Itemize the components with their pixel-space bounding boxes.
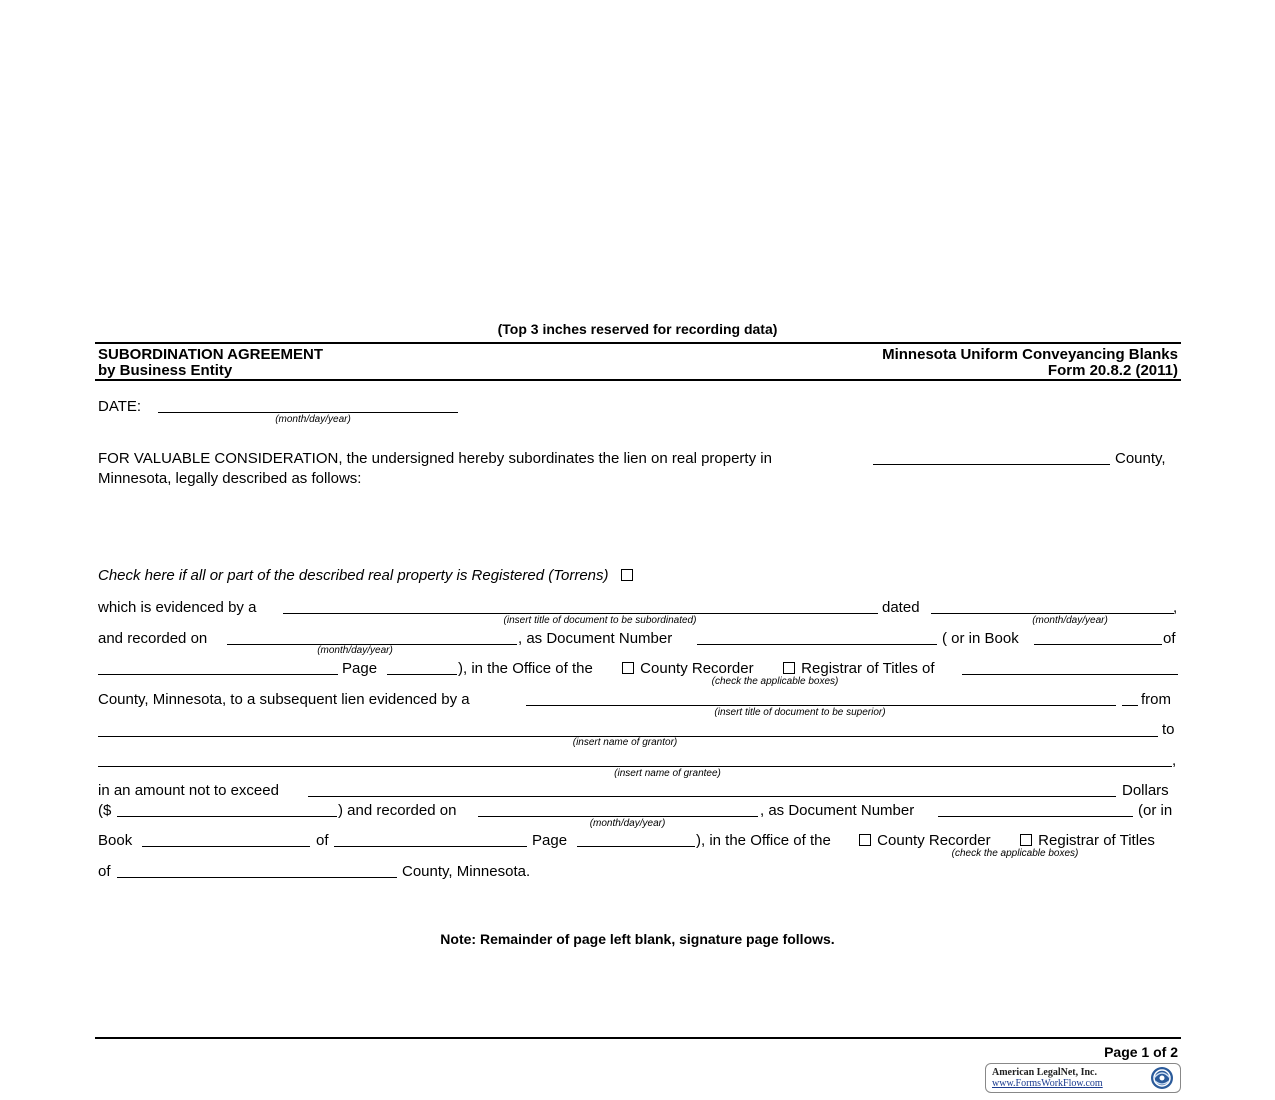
recorded-on-label: and recorded on <box>98 630 208 647</box>
caption-recorded-date: (month/day/year) <box>317 645 393 656</box>
superior-document-number-field[interactable] <box>938 816 1133 817</box>
subsequent-lien-label: County, Minnesota, to a subsequent lien evidenced by a <box>98 691 470 708</box>
superior-document-field[interactable] <box>526 705 1116 706</box>
date-field[interactable] <box>158 412 458 413</box>
registrar-label-2: Registrar of Titles <box>1038 832 1155 849</box>
in-office-label: ), in the Office of the <box>458 660 593 677</box>
grantee-field[interactable] <box>98 766 1172 767</box>
registrar-option <box>781 660 935 677</box>
superior-recorded-date-field[interactable] <box>478 816 758 817</box>
document-date-field[interactable] <box>931 613 1174 614</box>
amount-number-field[interactable] <box>117 816 337 817</box>
county-minnesota-label: County, Minnesota. <box>402 863 531 880</box>
caption-check-boxes: (check the applicable boxes) <box>711 676 839 687</box>
county-recorder-checkbox-2[interactable] <box>859 834 871 846</box>
county-field[interactable] <box>873 464 1110 465</box>
caption-subordinated-title: (insert title of document to be subordinated) <box>503 615 697 626</box>
county-recorder-checkbox[interactable] <box>622 662 634 674</box>
or-in-book-label: ( or in Book <box>942 630 1019 647</box>
company-website[interactable]: www.FormsWorkFlow.com <box>992 1078 1103 1089</box>
dollars-label: Dollars <box>1122 782 1169 799</box>
subordinated-document-field[interactable] <box>283 613 878 614</box>
document-number-label: , as Document Number <box>518 630 673 647</box>
registrar-option-2 <box>1018 832 1155 849</box>
county-recorder-option-2 <box>857 832 991 849</box>
company-logo[interactable] <box>985 1063 1181 1093</box>
comma: , <box>1173 599 1178 616</box>
remainder-note: Note: Remainder of page left blank, signature page follows. <box>440 931 835 947</box>
county-recorder-option <box>620 660 754 677</box>
document-number-field[interactable] <box>697 644 937 645</box>
registrar-county-field[interactable] <box>962 674 1178 675</box>
page-label-2: Page <box>532 832 568 849</box>
superior-page-field[interactable] <box>577 846 695 847</box>
header-bottom-rule <box>95 379 1181 381</box>
amount-words-field[interactable] <box>308 796 1116 797</box>
form-subtitle: by Business Entity <box>98 362 233 379</box>
torrens-checkbox[interactable] <box>621 569 633 581</box>
dollar-sign: ($ <box>98 802 112 819</box>
page-number: Page 1 of 2 <box>1104 1044 1178 1060</box>
footer-rule <box>95 1037 1181 1039</box>
date-caption: (month/day/year) <box>275 414 351 425</box>
registrar-checkbox[interactable] <box>783 662 795 674</box>
book-label: Book <box>98 832 133 849</box>
book-field[interactable] <box>1034 644 1162 645</box>
document-number-label-2: , as Document Number <box>760 802 915 819</box>
form-number: Form 20.8.2 (2011) <box>1047 362 1178 379</box>
to-label: to <box>1162 721 1175 738</box>
form-title: SUBORDINATION AGREEMENT <box>98 346 323 363</box>
superior-extra-field[interactable] <box>1122 705 1138 706</box>
in-office-label-2: ), in the Office of the <box>696 832 831 849</box>
caption-document-date: (month/day/year) <box>1032 615 1108 626</box>
header-top-rule <box>95 342 1181 344</box>
dated-label: dated <box>882 599 920 616</box>
superior-book-field[interactable] <box>142 846 310 847</box>
of-label-3: of <box>98 863 111 880</box>
caption-grantor: (insert name of grantor) <box>572 737 678 748</box>
caption-superior-title: (insert title of document to be superior) <box>714 707 886 718</box>
superior-book-of-field[interactable] <box>334 846 527 847</box>
form-series: Minnesota Uniform Conveyancing Blanks <box>882 346 1178 363</box>
comma2: , <box>1172 752 1177 769</box>
caption-check-boxes-2: (check the applicable boxes) <box>951 848 1079 859</box>
recording-note: (Top 3 inches reserved for recording data) <box>497 321 778 337</box>
from-label: from <box>1141 691 1171 708</box>
amount-label: in an amount not to exceed <box>98 782 279 799</box>
registrar-label: Registrar of Titles of <box>801 660 935 677</box>
of-label: of <box>1163 630 1176 647</box>
and-recorded-on-label: ) and recorded on <box>338 802 457 819</box>
page-field[interactable] <box>387 674 457 675</box>
county-recorder-label-2: County Recorder <box>877 832 991 849</box>
book-of-field[interactable] <box>98 674 338 675</box>
consideration-text: FOR VALUABLE CONSIDERATION, the undersigned hereby subordinates the lien on real property in <box>98 450 772 467</box>
torrens-label <box>98 567 635 584</box>
globe-icon <box>1144 1065 1178 1091</box>
county-recorder-label: County Recorder <box>640 660 754 677</box>
caption-grantee: (insert name of grantee) <box>614 768 721 779</box>
or-in-label: (or in <box>1138 802 1173 819</box>
of-label-2: of <box>316 832 329 849</box>
torrens-text: Check here if all or part of the described real property is Registered (Torrens) <box>98 567 609 584</box>
evidenced-by-label: which is evidenced by a <box>98 599 257 616</box>
county-label: County, <box>1115 450 1166 467</box>
page-label: Page <box>342 660 378 677</box>
company-name: American LegalNet, Inc. <box>992 1067 1097 1078</box>
caption-superior-date: (month/day/year) <box>589 818 666 829</box>
final-county-field[interactable] <box>117 877 397 878</box>
legal-description-label: Minnesota, legally described as follows: <box>98 470 362 487</box>
registrar-checkbox-2[interactable] <box>1020 834 1032 846</box>
date-label: DATE: <box>98 398 142 415</box>
